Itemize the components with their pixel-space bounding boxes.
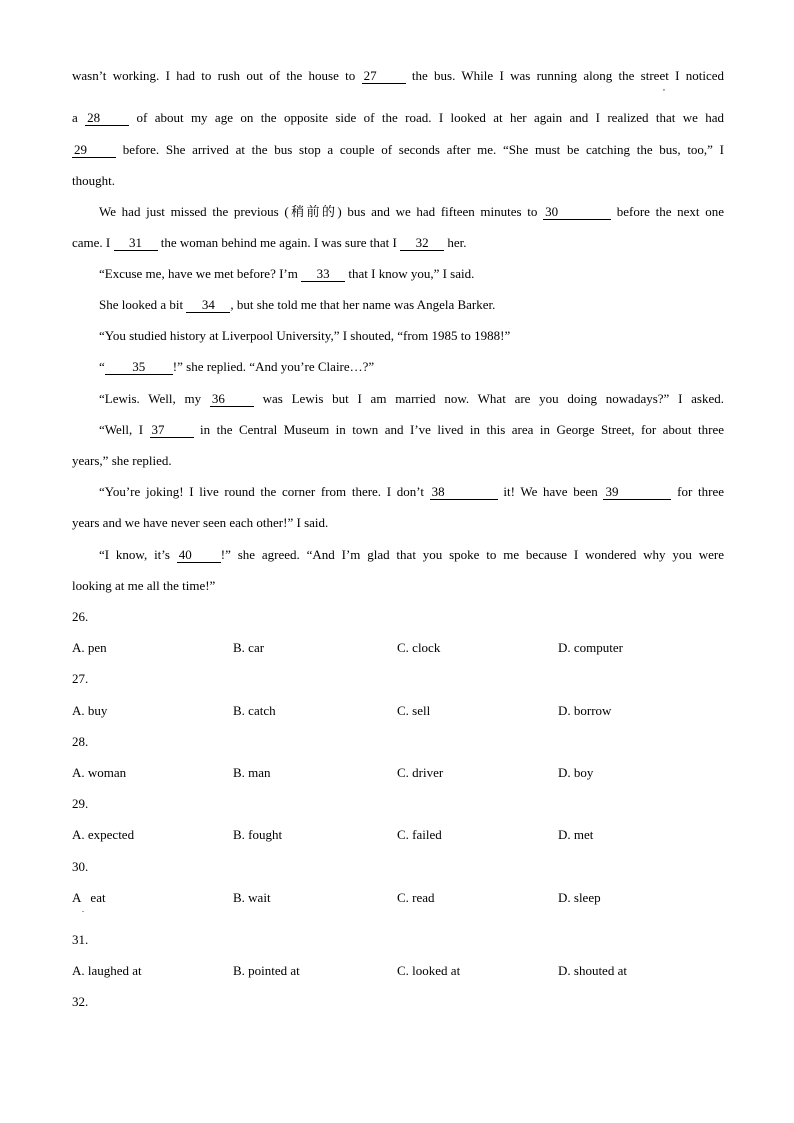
text: wasn’t working. I had to rush out of the house to <box>72 68 362 83</box>
text: looking at me all the time!” <box>72 578 216 593</box>
question-number: 31. <box>72 932 89 947</box>
option-d[interactable]: D. sleep <box>558 890 601 905</box>
question-number: 29. <box>72 796 89 811</box>
option-c[interactable]: C. sell <box>397 703 431 718</box>
passage-line-5 <box>72 204 724 220</box>
passage-line-8 <box>72 297 724 313</box>
question-options <box>72 890 724 906</box>
text: She looked a bit <box>99 297 187 312</box>
option-d[interactable]: D. computer <box>558 640 623 655</box>
text: that I know you,” I said. <box>345 266 475 281</box>
blank-30: 30 <box>543 205 611 220</box>
option-a[interactable]: A. buy <box>72 703 108 718</box>
option-c[interactable]: C. driver <box>397 765 444 780</box>
question-number: 30. <box>72 859 89 874</box>
passage-line-13 <box>72 453 724 469</box>
question-options <box>72 827 724 843</box>
text: came. I <box>72 235 114 250</box>
passage-line-9 <box>72 328 724 344</box>
blank-27: 27 <box>362 69 406 84</box>
option-a[interactable]: A. woman <box>72 765 127 780</box>
option-d[interactable]: D. met <box>558 827 594 842</box>
option-d[interactable]: D. shouted at <box>558 963 627 978</box>
text: of about my age on the opposite side of the road. I looked at her again and I realized that we had <box>129 110 724 125</box>
text: before. She arrived at the bus stop a couple of seconds after me. “She must be catching the bus, too,” I <box>116 142 724 157</box>
stray-dot-mark: . <box>82 905 84 914</box>
passage-line-4 <box>72 173 724 189</box>
question-options <box>72 640 724 656</box>
text: was Lewis but I am married now. What are you doing nowadays?” I asked. <box>253 391 724 406</box>
text: years and we have never seen each other!” I said. <box>72 515 329 530</box>
option-a[interactable]: A. expected <box>72 827 135 842</box>
blank-36: 36 <box>210 392 254 407</box>
text: “Excuse me, have we met before? I’m <box>99 266 302 281</box>
text: I noticed <box>668 68 725 83</box>
blank-40: 40 <box>177 548 221 563</box>
question-number: 28. <box>72 734 89 749</box>
blank-33: 33 <box>301 267 345 282</box>
option-a[interactable]: A eat <box>72 890 106 905</box>
passage-line-2 <box>72 110 724 126</box>
passage-line-16 <box>72 547 724 563</box>
text: a <box>72 110 86 125</box>
text: “I know, it’s <box>99 547 177 562</box>
passage-line-17 <box>72 578 724 594</box>
option-b[interactable]: B. fought <box>233 827 283 842</box>
text: the woman behind me again. I was sure that I <box>157 235 401 250</box>
question-options <box>72 703 724 719</box>
option-c[interactable]: C. clock <box>397 640 441 655</box>
blank-31: 31 <box>114 236 158 251</box>
question-options <box>72 963 724 979</box>
text: We had just missed the previous (稍前的) bus and we had fifteen minutes to <box>99 204 544 219</box>
blank-29: 29 <box>72 143 116 158</box>
option-d[interactable]: D. borrow <box>558 703 612 718</box>
text: !” she agreed. “And I’m glad that you spoke to me because I wondered why you were <box>220 547 724 562</box>
text: !” she replied. “And you’re Claire…?” <box>172 359 375 374</box>
option-a[interactable]: A. pen <box>72 640 107 655</box>
blank-28: 28 <box>85 111 129 126</box>
question-number: 32. <box>72 994 89 1009</box>
passage-line-15 <box>72 515 724 531</box>
option-b[interactable]: B. car <box>233 640 265 655</box>
question-number: 27. <box>72 671 89 686</box>
blank-34: 34 <box>186 298 230 313</box>
option-b[interactable]: B. pointed at <box>233 963 300 978</box>
option-b[interactable]: B. wait <box>233 890 271 905</box>
option-d[interactable]: D. boy <box>558 765 594 780</box>
blank-32: 32 <box>400 236 444 251</box>
text: before the next one <box>611 204 724 219</box>
passage-line-3 <box>72 142 724 158</box>
option-b[interactable]: B. man <box>233 765 271 780</box>
text: “You’re joking! I live round the corner from there. I don’t <box>99 484 430 499</box>
text: for three <box>671 484 724 499</box>
text: “ <box>99 359 105 374</box>
option-c[interactable]: C. looked at <box>397 963 461 978</box>
question-number: 26. <box>72 609 89 624</box>
blank-37: 37 <box>150 423 194 438</box>
text: “Well, I <box>99 422 150 437</box>
passage-line-7 <box>72 266 724 282</box>
option-c[interactable]: C. failed <box>397 827 442 842</box>
passage-line-12 <box>72 422 724 438</box>
blank-38: 38 <box>430 485 498 500</box>
text: it! We have been <box>497 484 604 499</box>
passage-line-6 <box>72 235 552 251</box>
text: thought. <box>72 173 115 188</box>
text: in the Central Museum in town and I’ve lived in this area in George Street, for about three <box>193 422 724 437</box>
passage-line-1 <box>72 68 724 84</box>
option-c[interactable]: C. read <box>397 890 435 905</box>
text: “Lewis. Well, my <box>99 391 210 406</box>
passage-line-14 <box>72 484 724 500</box>
passage-line-10 <box>72 359 724 375</box>
stray-comma-mark: , <box>663 83 665 92</box>
option-b[interactable]: B. catch <box>233 703 276 718</box>
passage-line-11 <box>72 391 724 407</box>
question-options <box>72 765 724 781</box>
text: , but she told me that her name was Angela Barker. <box>230 297 496 312</box>
text: “You studied history at Liverpool University,” I shouted, “from 1985 to 1988!” <box>99 328 511 343</box>
blank-35: 35 <box>105 360 173 375</box>
text: years,” she replied. <box>72 453 172 468</box>
option-a[interactable]: A. laughed at <box>72 963 142 978</box>
blank-39: 39 <box>603 485 671 500</box>
text: her. <box>444 235 467 250</box>
text: the bus. While I was running along the street <box>405 68 669 83</box>
